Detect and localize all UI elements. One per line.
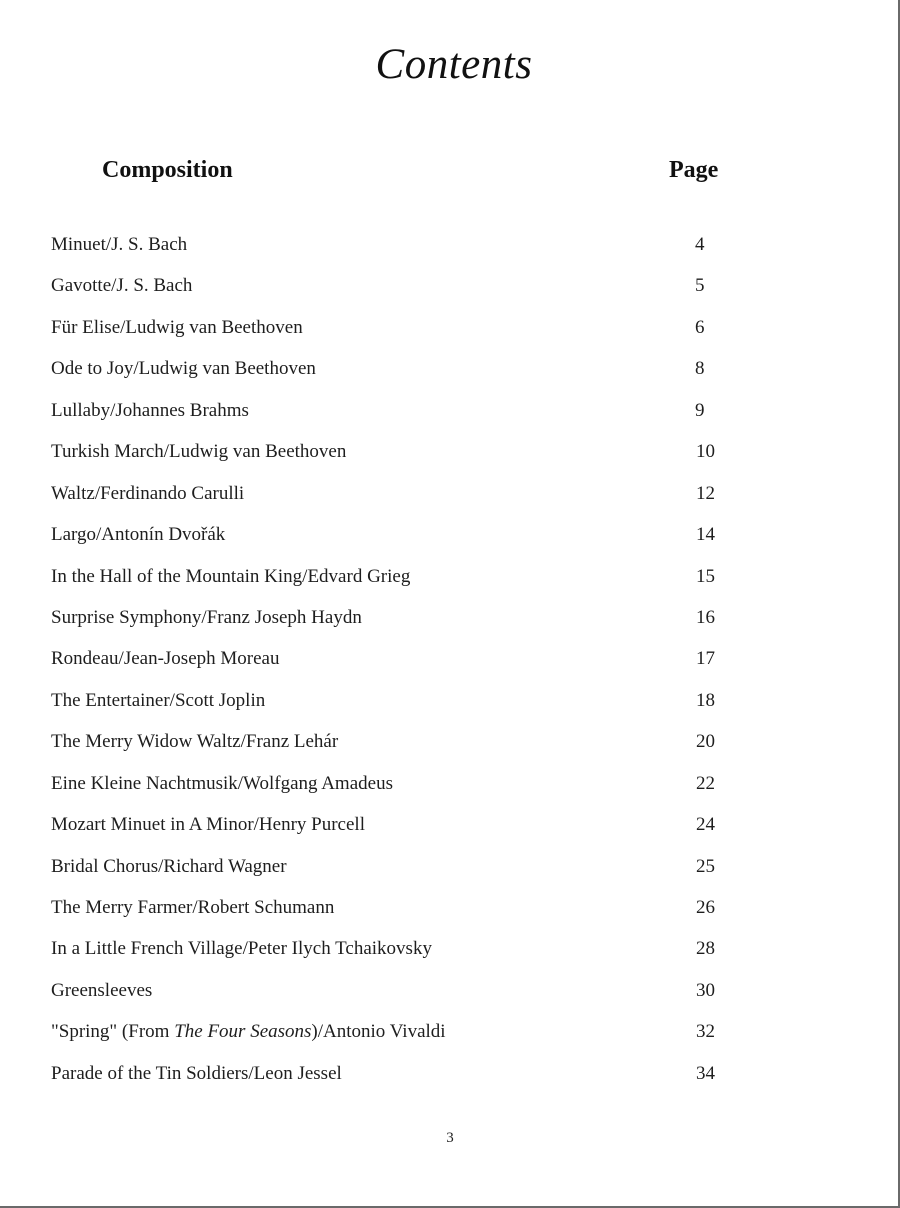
toc-row[interactable] [0, 889, 900, 930]
toc-row[interactable] [0, 475, 900, 516]
toc-page-number: 12 [696, 482, 715, 504]
toc-title: Greensleeves [51, 979, 153, 1001]
toc-page-number: 24 [696, 814, 715, 836]
toc-page-number: 34 [696, 1062, 715, 1084]
toc-title: Für Elise/Ludwig van Beethoven [51, 316, 303, 338]
toc-row[interactable] [0, 226, 900, 267]
toc-row[interactable] [0, 682, 900, 723]
toc-page-number: 17 [696, 648, 715, 670]
composition-column-header: Composition [102, 157, 233, 183]
toc-title: Gavotte/J. S. Bach [51, 275, 193, 297]
toc-title: Largo/Antonín Dvořák [51, 524, 226, 546]
toc-page-number: 10 [696, 441, 715, 463]
toc-title: Surprise Symphony/Franz Joseph Haydn [51, 606, 362, 628]
toc-page-number: 6 [695, 316, 705, 338]
toc-page-number: 16 [696, 606, 715, 628]
toc-page-number: 5 [695, 275, 705, 297]
contents-list [0, 226, 900, 1096]
toc-page-number: 26 [696, 897, 715, 918]
toc-title: Turkish March/Ludwig van Beethoven [51, 441, 347, 463]
toc-title: The Entertainer/Scott Joplin [51, 689, 266, 711]
toc-page-number: 9 [695, 399, 705, 421]
toc-page-number: 14 [696, 524, 715, 546]
toc-title: Ode to Joy/Ludwig van Beethoven [51, 358, 316, 380]
toc-row[interactable] [0, 267, 900, 308]
toc-page-number: 15 [696, 565, 715, 587]
toc-title: Waltz/Ferdinando Carulli [51, 482, 245, 504]
toc-title: Rondeau/Jean-Joseph Moreau [51, 648, 280, 670]
toc-page-number: 30 [696, 979, 715, 1001]
toc-title: The Merry Widow Waltz/Franz Lehár [51, 731, 339, 753]
toc-page-number: 4 [695, 234, 705, 255]
page-column-header: Page [669, 157, 719, 183]
toc-row[interactable] [0, 599, 900, 640]
toc-title-italic: The Four Seasons [174, 1021, 312, 1043]
toc-page-number: 25 [696, 855, 715, 877]
toc-title-suffix: )/Antonio Vivaldi [311, 1021, 446, 1043]
toc-page-number: 28 [696, 938, 715, 960]
toc-row[interactable] [0, 309, 900, 350]
toc-row[interactable] [0, 972, 900, 1013]
toc-title: In the Hall of the Mountain King/Edvard Grieg [51, 565, 411, 587]
page-title: Contents [375, 41, 533, 88]
toc-row[interactable] [0, 350, 900, 391]
toc-title: Lullaby/Johannes Brahms [51, 399, 249, 421]
toc-page-number: 22 [696, 772, 715, 794]
toc-row[interactable] [0, 392, 900, 433]
toc-row[interactable] [0, 433, 900, 474]
toc-title: Eine Kleine Nachtmusik/Wolfgang Amadeus [51, 772, 393, 794]
toc-page-number: 8 [695, 358, 705, 380]
toc-row[interactable] [0, 1013, 900, 1054]
toc-title: Bridal Chorus/Richard Wagner [51, 855, 287, 877]
toc-row[interactable] [0, 806, 900, 847]
toc-title: Minuet/J. S. Bach [51, 234, 188, 255]
toc-title: In a Little French Village/Peter Ilych Tchaikovsky [51, 938, 432, 960]
toc-row[interactable] [0, 1055, 900, 1096]
toc-row[interactable] [0, 516, 900, 557]
toc-title [51, 1021, 446, 1043]
toc-row[interactable] [0, 765, 900, 806]
toc-title: Parade of the Tin Soldiers/Leon Jessel [51, 1062, 342, 1084]
toc-title: Mozart Minuet in A Minor/Henry Purcell [51, 814, 365, 836]
folio-page-number: 3 [446, 1130, 454, 1146]
toc-title: The Merry Farmer/Robert Schumann [51, 897, 335, 918]
toc-page-number: 18 [696, 689, 715, 711]
toc-row[interactable] [0, 640, 900, 681]
toc-page-number: 32 [696, 1021, 715, 1043]
toc-row[interactable] [0, 723, 900, 764]
toc-title-prefix: "Spring" (From [51, 1021, 175, 1043]
toc-row[interactable] [0, 848, 900, 889]
toc-page-number: 20 [696, 731, 715, 753]
toc-row[interactable] [0, 558, 900, 599]
toc-row[interactable] [0, 930, 900, 971]
